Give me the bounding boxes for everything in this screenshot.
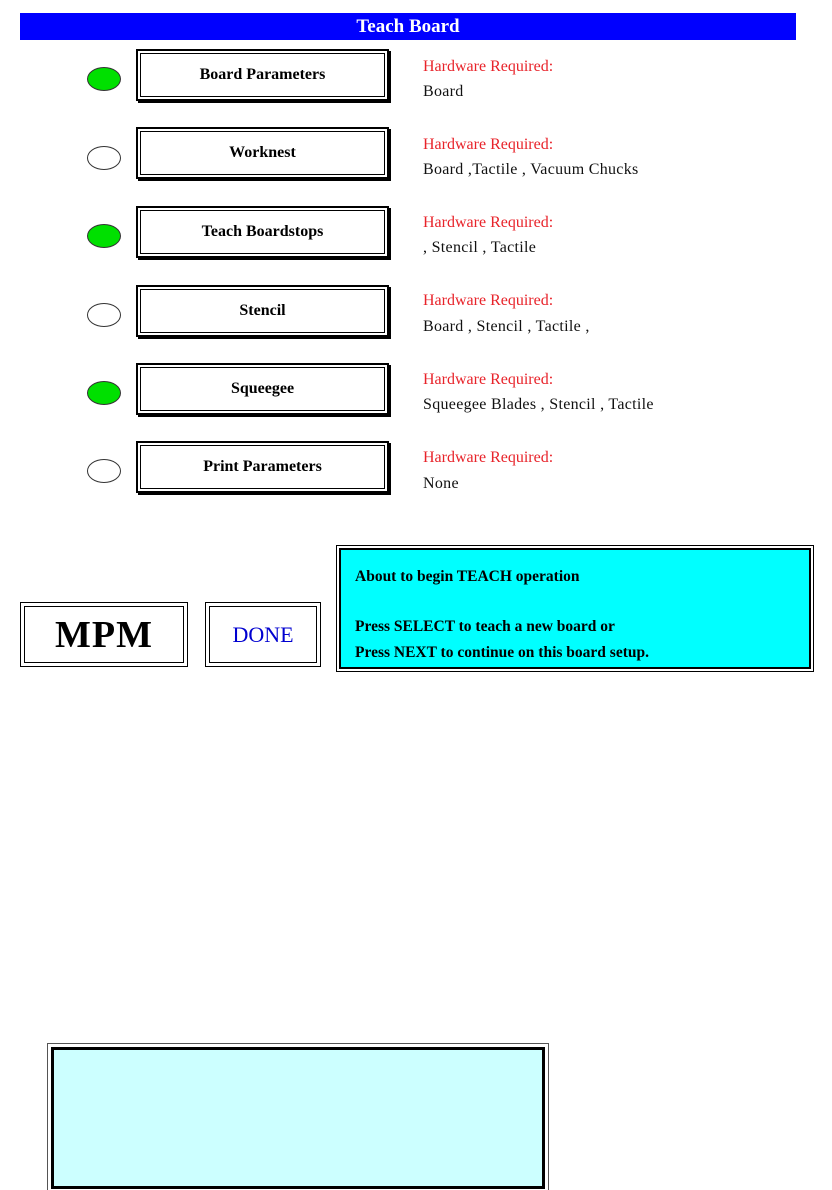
hardware-required-value: Squeegee Blades , Stencil , Tactile: [423, 396, 654, 413]
status-panel: [51, 1047, 545, 1189]
hardware-required-value: Board ,Tactile , Vacuum Chucks: [423, 161, 639, 178]
message-line-1: About to begin TEACH operation: [355, 568, 580, 585]
status-indicator-squeegee: [87, 381, 121, 405]
message-panel: [339, 548, 811, 669]
status-indicator-board-parameters: [87, 67, 121, 91]
hardware-required-label: Hardware Required:: [423, 292, 554, 309]
hardware-required-value: Board , Stencil , Tactile ,: [423, 318, 590, 335]
message-line-2: Press SELECT to teach a new board or: [355, 618, 615, 635]
status-indicator-stencil: [87, 303, 121, 327]
hardware-required-label: Hardware Required:: [423, 449, 554, 466]
hardware-required-value: None: [423, 475, 459, 492]
status-indicator-print-parameters: [87, 459, 121, 483]
squeegee-button[interactable]: Squeegee: [136, 363, 389, 415]
status-indicator-teach-boardstops: [87, 224, 121, 248]
window-title: Teach Board: [20, 13, 796, 40]
teach-boardstops-button[interactable]: Teach Boardstops: [136, 206, 389, 258]
mpm-logo: MPM: [20, 602, 188, 667]
hardware-required-label: Hardware Required:: [423, 58, 554, 75]
hardware-required-label: Hardware Required:: [423, 371, 554, 388]
done-button[interactable]: DONE: [205, 602, 321, 667]
hardware-required-value: Board: [423, 83, 464, 100]
status-indicator-worknest: [87, 146, 121, 170]
hardware-required-label: Hardware Required:: [423, 214, 554, 231]
hardware-required-label: Hardware Required:: [423, 136, 554, 153]
board-parameters-button[interactable]: Board Parameters: [136, 49, 389, 101]
print-parameters-button[interactable]: Print Parameters: [136, 441, 389, 493]
hardware-required-value: , Stencil , Tactile: [423, 239, 537, 256]
message-line-3: Press NEXT to continue on this board setup.: [355, 644, 649, 661]
worknest-button[interactable]: Worknest: [136, 127, 389, 179]
stencil-button[interactable]: Stencil: [136, 285, 389, 337]
